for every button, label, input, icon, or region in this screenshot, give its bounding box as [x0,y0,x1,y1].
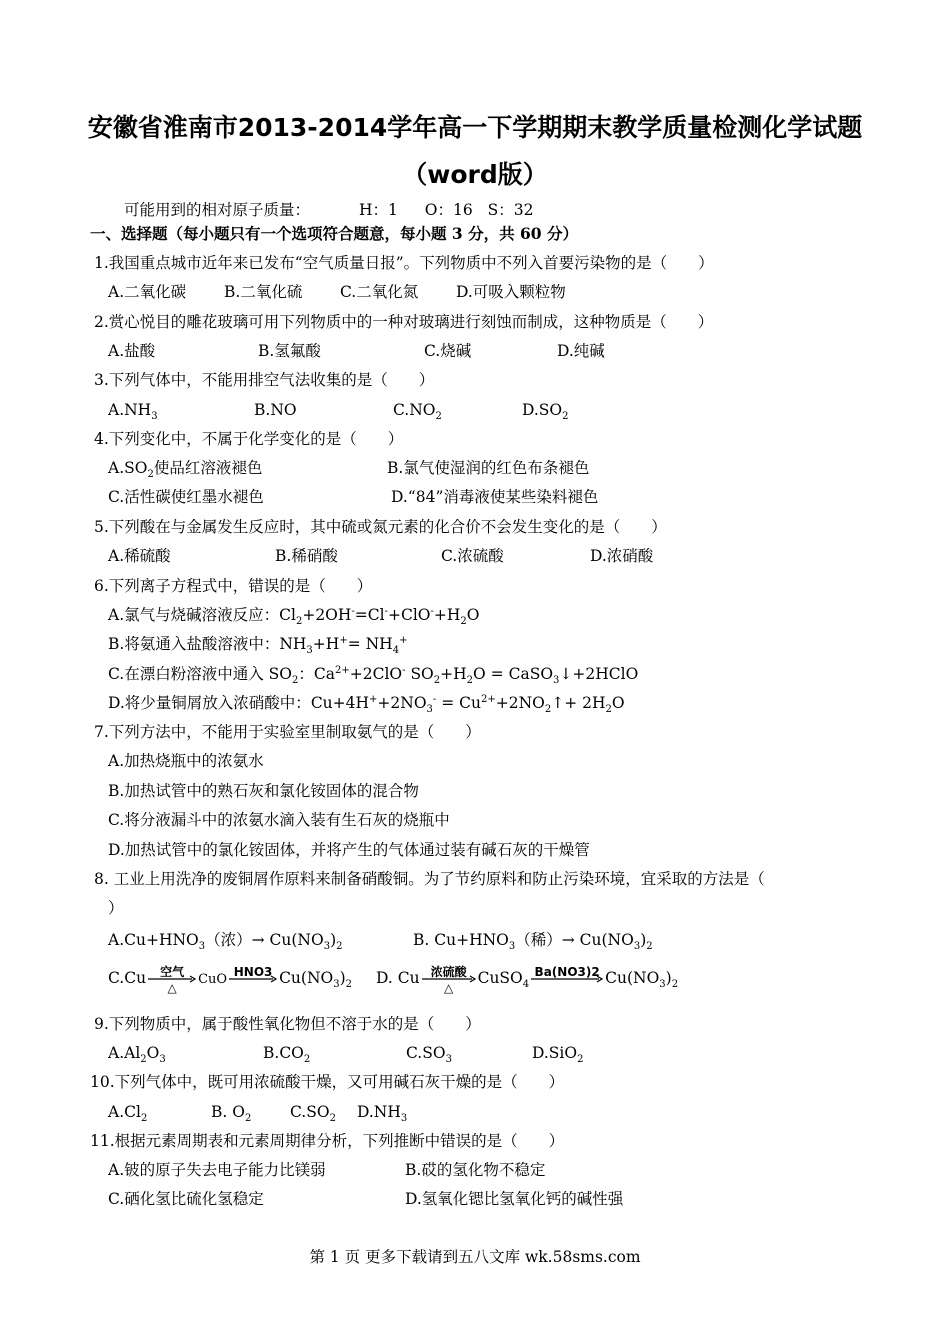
q2-option-d: D.纯碱 [557,342,605,360]
q4-option-a: $A.SO_2$使品红溶液褪色 [108,459,263,481]
question-8-stem: 8. 工业上用洗净的废铜屑作原料来制备硝酸铜。为了节约原料和防止污染环境，宜采取的方法是（ [94,870,765,888]
q9-option-a: $A.Al_2O_3$ [108,1044,166,1066]
question-5-stem: 5.下列酸在与金属发生反应时，其中硫或氮元素的化合价不会发生变化的是（ ） [94,518,667,536]
q6-option-d: D.将少量铜屑放入浓硝酸中：$Cu+4H^++2NO_3^-$ = $Cu^{2+}+2NO_2↑+ 2H_2O$ [108,693,625,716]
q4-option-d: D.“84”消毒液使某些染料褪色 [391,488,599,506]
q7-option-b: B.加热试管中的熟石灰和氯化铵固体的混合物 [108,782,419,800]
q3-option-a: $A.NH_3$ [108,401,158,423]
q2-option-b: B.氢氟酸 [258,342,321,360]
question-7-stem: 7.下列方法中，不能用于实验室里制取氨气的是（ ） [94,723,481,741]
q7-option-c: C.将分液漏斗中的浓氨水滴入装有生石灰的烧瓶中 [108,811,450,829]
question-1-options [108,282,566,302]
q5-option-b: B.稀硝酸 [275,547,338,565]
question-1-stem: 1.我国重点城市近年来已发布“空气质量日报”。下列物质中不列入首要污染物的是（ ） [94,254,714,272]
question-8-options-row1 [108,930,653,953]
atomic-mass-o: O：16 [424,201,473,219]
q6-option-a: A.氯气与烧碱溶液反应：$Cl_2+2OH^-=Cl^-+ClO^-+H_2O$ [108,605,480,628]
question-4-options-row1 [108,458,590,481]
q11-option-b: B.砹的氢化物不稳定 [405,1161,546,1179]
q4-option-c: C.活性碳使红墨水褪色 [108,488,264,506]
page-footer: 第 1 页 更多下载请到五八文库 wk.58sms.com [309,1248,641,1266]
page-title: 安徽省淮南市2013-2014学年高一下学期期末教学质量检测化学试题 [87,113,863,142]
q8-c-arrow-1: 空气 △ [148,975,196,983]
q3-option-d: $D.SO_2$ [522,401,569,423]
q10-option-c: $C.SO_2$ [290,1103,336,1125]
question-9-stem: 9.下列物质中，属于酸性氧化物但不溶于水的是（ ） [94,1015,481,1033]
q3-option-b: B.NO [254,401,297,419]
q6-option-b-equation: $NH_3+H^+= NH_4^+$ [279,634,408,657]
q6-option-c: C.在漂白粉溶液中通入 $SO_2$：$Ca^{2+}+2ClO^-$ $SO_2+H_2O$ = CaSO$_3$↓+2HClO [108,664,639,687]
q6-option-a-equation: $Cl_2+2OH^-=Cl^-+ClO^-+H_2O$ [279,605,480,628]
question-10-options [108,1102,408,1125]
question-6-stem: 6.下列离子方程式中，错误的是（ ） [94,577,373,595]
q8-option-d: D. Cu 浓硫酸 △ CuSO$_4$ Ba(NO3)2 $Cu(NO_3)_2$ [376,965,679,995]
question-8-stem-cont: ） [108,899,124,917]
q1-option-b: B.二氧化硫 [224,283,303,301]
q6-option-c-equation: $Ca^{2+}+2ClO^-$ $SO_2+H_2O$ = CaSO$_3$↓+2HClO [313,664,639,687]
question-8-options-row2 [108,965,679,995]
q5-option-d: D.浓硝酸 [590,547,654,565]
q3-option-c: $C.NO_2$ [393,401,442,423]
question-11-stem: 11.根据元素周期表和元素周期律分析，下列推断中错误的是（ ） [90,1132,565,1150]
q10-option-b: B. $O_2$ [211,1103,252,1125]
question-11-options-row2 [108,1189,624,1209]
atomic-mass-s: S：32 [487,201,534,219]
q1-option-d: D.可吸入颗粒物 [456,283,566,301]
q5-option-a: A.稀硫酸 [108,547,171,565]
q9-option-c: $C.SO_3$ [406,1044,452,1066]
question-3-stem: 3.下列气体中，不能用排空气法收集的是（ ） [94,371,435,389]
atomic-mass-label: 可能用到的相对原子质量： [124,201,311,219]
q2-option-c: C.烧碱 [424,342,472,360]
q8-option-a: $A.Cu+HNO_3$（浓）→ $Cu(NO_3)_2$ [108,931,343,953]
question-9-options [108,1043,584,1066]
q8-option-c: C.Cu 空气 △ CuO HNO3 $Cu(NO_3)_2$ [108,965,353,995]
q10-option-a: $A.Cl_2$ [108,1103,148,1125]
question-3-options [108,400,569,423]
q7-option-d: D.加热试管中的氯化铵固体，并将产生的气体通过装有碱石灰的干燥管 [108,841,590,859]
q2-option-a: A.盐酸 [108,342,156,360]
question-4-options-row2 [108,487,599,507]
q9-option-d: D.SiO$_2$ [532,1044,584,1066]
q10-option-d: $D.NH_3$ [357,1103,408,1125]
q8-option-b: B. $Cu+HNO_3$（稀）→ $Cu(NO_3)_2$ [413,931,653,953]
question-5-options [108,546,654,566]
q8-c-arrow-2: HNO3 [229,975,277,983]
q11-option-d: D.氢氧化锶比氢氧化钙的碱性强 [405,1190,624,1208]
page-subtitle: （word版） [402,160,548,189]
q6-option-b: B.将氨通入盐酸溶液中：$NH_3+H^+= NH_4^+$ [108,634,408,657]
question-11-options-row1 [108,1160,546,1180]
q1-option-c: C.二氧化氮 [340,283,419,301]
q8-d-arrow-2: Ba(NO3)2 [531,975,603,983]
question-4-stem: 4.下列变化中，不属于化学变化的是（ ） [94,430,404,448]
atomic-mass-line [124,200,534,220]
q11-option-c: C.硒化氢比硫化氢稳定 [108,1190,264,1208]
q1-option-a: A.二氧化碳 [108,283,187,301]
q6-option-d-equation: $Cu+4H^++2NO_3^-$ = $Cu^{2+}+2NO_2↑+ 2H_2O$ [310,693,625,716]
q5-option-c: C.浓硫酸 [441,547,504,565]
q4-option-b: B.氯气使湿润的红色布条褪色 [387,459,590,477]
section-heading: 一、选择题（每小题只有一个选项符合题意，每小题 3 分，共 60 分） [90,224,578,243]
q7-option-a: A.加热烧瓶中的浓氨水 [108,752,264,770]
question-10-stem: 10.下列气体中，既可用浓硫酸干燥，又可用碱石灰干燥的是（ ） [90,1073,565,1091]
q11-option-a: A.铍的原子失去电子能力比镁弱 [108,1161,326,1179]
question-2-options [108,341,605,361]
atomic-mass-h: H：1 [358,201,398,219]
question-2-stem: 2.赏心悦目的雕花玻璃可用下列物质中的一种对玻璃进行刻蚀而制成，这种物质是（ ） [94,313,714,331]
q9-option-b: $B.CO_2$ [263,1044,311,1066]
q8-d-arrow-1: 浓硫酸 △ [422,975,476,983]
